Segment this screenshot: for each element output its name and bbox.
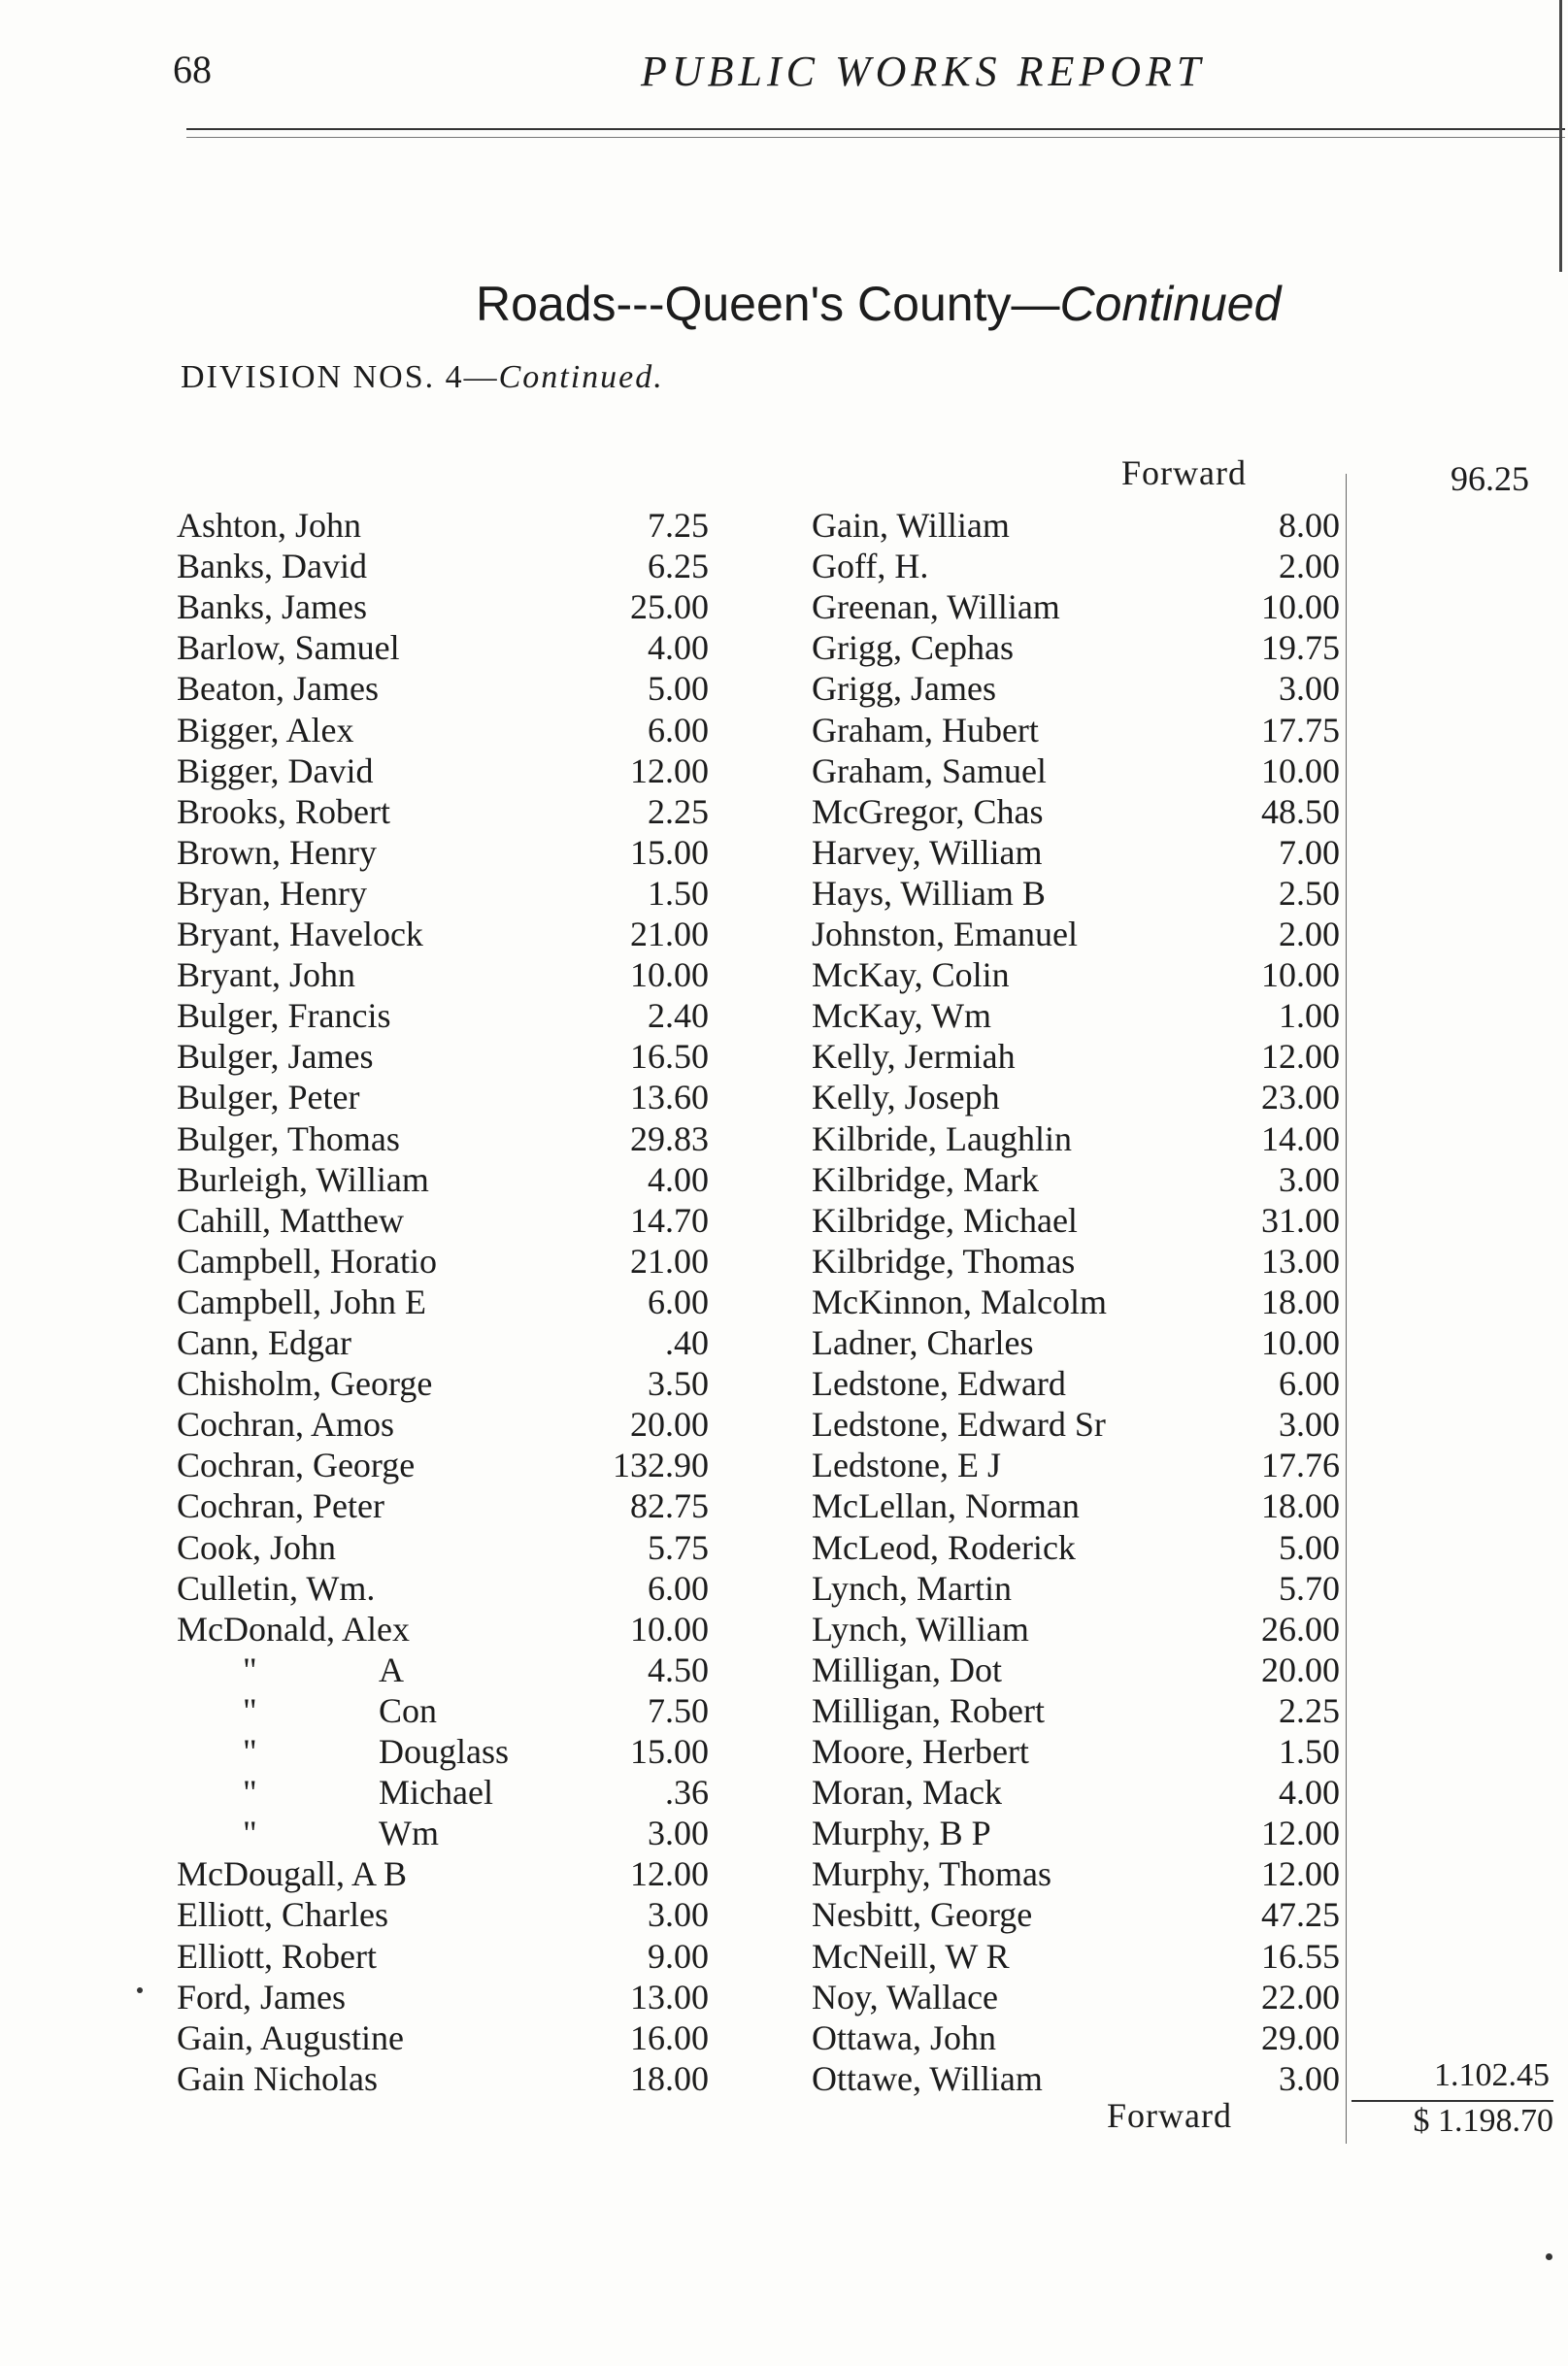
left-entry-name: Cochran, Peter: [177, 1486, 384, 1525]
left-entry-name: Ford, James: [177, 1978, 346, 2016]
left-entry-name: Campbell, John E: [177, 1283, 426, 1321]
right-entry-name: Lynch, William: [812, 1610, 1029, 1649]
right-entry-name: Kelly, Jermiah: [812, 1037, 1016, 1076]
right-entry-amount: 18.00: [1261, 1283, 1340, 1321]
amount-column-rule: [1346, 474, 1347, 2144]
right-entry-amount: 12.00: [1261, 1854, 1340, 1893]
right-entry-amount: 26.00: [1261, 1610, 1340, 1649]
left-entry-amount: 21.00: [630, 915, 709, 953]
right-entry-amount: 2.50: [1279, 874, 1340, 913]
section-title-text: Roads---Queen's County—: [476, 277, 1060, 331]
section-title: [476, 276, 1281, 332]
forward-label-top: Forward: [1121, 453, 1247, 492]
left-entry-amount: 25.00: [630, 587, 709, 626]
ditto-mark: ": [243, 1773, 257, 1812]
forward-label-bottom: Forward: [1107, 2096, 1232, 2135]
ditto-mark: ": [243, 1732, 257, 1771]
right-entry-amount: 48.50: [1261, 792, 1340, 831]
left-entry-amount: 16.50: [630, 1037, 709, 1076]
right-entry-name: Milligan, Dot: [812, 1650, 1002, 1689]
right-entry-name: Ottawa, John: [812, 2018, 996, 2057]
left-entry-amount: 9.00: [648, 1937, 709, 1976]
left-entry-name: [243, 1772, 493, 1813]
ink-mark: [137, 1987, 143, 1993]
right-entry-amount: 5.70: [1279, 1569, 1340, 1608]
left-entry-name: Bigger, Alex: [177, 711, 354, 750]
right-entry-name: Ladner, Charles: [812, 1323, 1034, 1362]
left-entry-name: Bryant, Havelock: [177, 915, 423, 953]
given-name: Michael: [379, 1773, 493, 1812]
division-continued: Continued.: [498, 359, 664, 395]
left-entry-name: Elliott, Robert: [177, 1937, 377, 1976]
right-entry-amount: 19.75: [1261, 628, 1340, 667]
right-entry-name: Grigg, Cephas: [812, 628, 1014, 667]
left-entry-amount: 132.90: [613, 1446, 709, 1484]
right-entry-amount: 3.00: [1279, 1160, 1340, 1199]
left-entry-amount: 7.25: [648, 506, 709, 545]
left-entry-amount: 15.00: [630, 1732, 709, 1771]
left-entry-name: Bryant, John: [177, 955, 355, 994]
left-entry-name: Cann, Edgar: [177, 1323, 351, 1362]
right-entry-name: Ledstone, E J: [812, 1446, 1001, 1484]
left-entry-amount: 3.50: [648, 1364, 709, 1403]
left-entry-name: Beaton, James: [177, 669, 379, 708]
left-entry-name: McDougall, A B: [177, 1854, 408, 1893]
left-entry-amount: 3.00: [648, 1814, 709, 1852]
right-entry-amount: 8.00: [1279, 506, 1340, 545]
right-entry-amount: 3.00: [1279, 1405, 1340, 1444]
left-entry-amount: 5.75: [648, 1528, 709, 1567]
right-entry-amount: 14.00: [1261, 1119, 1340, 1158]
right-entry-amount: 20.00: [1261, 1650, 1340, 1689]
right-entry-name: Kelly, Joseph: [812, 1078, 1000, 1116]
left-entry-name: Gain, Augustine: [177, 2018, 404, 2057]
right-entry-amount: 3.00: [1279, 669, 1340, 708]
left-entry-amount: 14.70: [630, 1201, 709, 1240]
left-entry-name: McDonald, Alex: [177, 1610, 410, 1649]
left-entry-name: Bulger, Francis: [177, 996, 391, 1035]
right-entry-amount: 23.00: [1261, 1078, 1340, 1116]
left-entry-amount: 2.25: [648, 792, 709, 831]
right-entry-amount: 13.00: [1261, 1242, 1340, 1281]
left-entry-amount: 10.00: [630, 1610, 709, 1649]
header-rule-thin: [186, 137, 1565, 138]
right-entry-name: Nesbitt, George: [812, 1895, 1033, 1934]
forward-total-value: 1.198.70: [1438, 2103, 1553, 2139]
left-entry-amount: 5.00: [648, 669, 709, 708]
left-entry-amount: 10.00: [630, 955, 709, 994]
right-entry-name: Kilbridge, Michael: [812, 1201, 1078, 1240]
right-entry-amount: 10.00: [1261, 751, 1340, 790]
given-name: Douglass: [379, 1732, 509, 1771]
right-entry-amount: 10.00: [1261, 587, 1340, 626]
right-entry-amount: 3.00: [1279, 2059, 1340, 2098]
right-entry-name: Murphy, B P: [812, 1814, 991, 1852]
left-entry-name: Barlow, Samuel: [177, 628, 400, 667]
right-entry-amount: 10.00: [1261, 1323, 1340, 1362]
page-edge-shadow: [1559, 0, 1562, 272]
left-entry-amount: 82.75: [630, 1486, 709, 1525]
left-entry-name: [243, 1650, 404, 1690]
left-entry-name: Banks, James: [177, 587, 367, 626]
right-entry-name: McNeill, W R: [812, 1937, 1010, 1976]
left-entry-amount: 6.25: [648, 547, 709, 585]
right-entry-amount: 7.00: [1279, 833, 1340, 872]
left-entry-amount: 4.50: [648, 1650, 709, 1689]
right-entry-amount: 2.25: [1279, 1691, 1340, 1730]
given-name: A: [379, 1650, 404, 1689]
right-entry-name: Greenan, William: [812, 587, 1060, 626]
right-entry-amount: 18.00: [1261, 1486, 1340, 1525]
left-entry-name: Elliott, Charles: [177, 1895, 388, 1934]
left-entry-name: Gain Nicholas: [177, 2059, 378, 2098]
left-entry-name: Campbell, Horatio: [177, 1242, 437, 1281]
right-entry-name: McKay, Wm: [812, 996, 991, 1035]
right-entry-amount: 47.25: [1261, 1895, 1340, 1934]
right-entry-amount: 10.00: [1261, 955, 1340, 994]
right-entry-name: McLeod, Roderick: [812, 1528, 1076, 1567]
left-entry-amount: 1.50: [648, 874, 709, 913]
left-entry-amount: .36: [665, 1773, 709, 1812]
page-number: 68: [173, 48, 212, 91]
left-entry-name: Cochran, Amos: [177, 1405, 394, 1444]
left-entry-name: Banks, David: [177, 547, 367, 585]
left-entry-amount: 2.40: [648, 996, 709, 1035]
right-entry-name: Lynch, Martin: [812, 1569, 1012, 1608]
left-entry-amount: 20.00: [630, 1405, 709, 1444]
right-entry-amount: 1.50: [1279, 1732, 1340, 1771]
left-entry-amount: 4.00: [648, 628, 709, 667]
ditto-mark: ": [243, 1650, 257, 1689]
left-entry-amount: 6.00: [648, 1283, 709, 1321]
left-entry-name: Brooks, Robert: [177, 792, 390, 831]
right-entry-amount: 5.00: [1279, 1528, 1340, 1567]
subtotal-value: 1.102.45: [1434, 2057, 1550, 2093]
right-entry-name: McKinnon, Malcolm: [812, 1283, 1107, 1321]
left-entry-name: Burleigh, William: [177, 1160, 429, 1199]
section-title-continued: Continued: [1059, 277, 1282, 331]
left-entry-amount: 12.00: [630, 751, 709, 790]
right-entry-amount: 2.00: [1279, 915, 1340, 953]
right-entry-amount: 17.75: [1261, 711, 1340, 750]
currency-sign: $: [1413, 2103, 1430, 2139]
left-entry-name: Brown, Henry: [177, 833, 377, 872]
right-entry-name: Gain, William: [812, 506, 1010, 545]
right-entry-name: Kilbride, Laughlin: [812, 1119, 1072, 1158]
left-entry-amount: 16.00: [630, 2018, 709, 2057]
given-name: Wm: [379, 1814, 439, 1852]
left-entry-name: Chisholm, George: [177, 1364, 433, 1403]
right-entry-name: McKay, Colin: [812, 955, 1010, 994]
right-entry-amount: 22.00: [1261, 1978, 1340, 2016]
forward-total: [1336, 2103, 1553, 2140]
left-entry-name: Cook, John: [177, 1528, 337, 1567]
forward-value-top: 96.25: [1451, 459, 1529, 498]
right-entry-name: Ottawe, William: [812, 2059, 1043, 2098]
right-entry-name: Noy, Wallace: [812, 1978, 999, 2016]
right-entry-name: Hays, William B: [812, 874, 1046, 913]
left-entry-name: Bulger, Thomas: [177, 1119, 400, 1158]
ditto-mark: ": [243, 1691, 257, 1730]
left-entry-name: Bulger, Peter: [177, 1078, 360, 1116]
left-entry-name: Culletin, Wm.: [177, 1569, 376, 1608]
left-entry-name: Bigger, David: [177, 751, 374, 790]
right-entry-name: Moore, Herbert: [812, 1732, 1029, 1771]
right-entry-name: Milligan, Robert: [812, 1691, 1045, 1730]
running-title: PUBLIC WORKS REPORT: [641, 48, 1206, 95]
right-entry-name: Johnston, Emanuel: [812, 915, 1078, 953]
right-entry-amount: 17.76: [1261, 1446, 1340, 1484]
right-entry-name: Ledstone, Edward: [812, 1364, 1066, 1403]
left-entry-name: Cahill, Matthew: [177, 1201, 404, 1240]
left-entry-name: [243, 1813, 439, 1853]
right-entry-amount: 29.00: [1261, 2018, 1340, 2057]
right-entry-name: Graham, Hubert: [812, 711, 1039, 750]
left-entry-amount: .40: [665, 1323, 709, 1362]
right-entry-amount: 1.00: [1279, 996, 1340, 1035]
right-entry-name: Goff, H.: [812, 547, 929, 585]
ditto-mark: ": [243, 1814, 257, 1852]
right-entry-amount: 12.00: [1261, 1037, 1340, 1076]
left-entry-amount: 7.50: [648, 1691, 709, 1730]
left-entry-amount: 29.83: [630, 1119, 709, 1158]
left-entry-name: Ashton, John: [177, 506, 362, 545]
right-entry-amount: 12.00: [1261, 1814, 1340, 1852]
right-entry-name: Kilbridge, Thomas: [812, 1242, 1076, 1281]
left-entry-name: Cochran, George: [177, 1446, 416, 1484]
right-entry-name: Harvey, William: [812, 833, 1043, 872]
right-entry-amount: 2.00: [1279, 547, 1340, 585]
left-entry-amount: 15.00: [630, 833, 709, 872]
left-entry-amount: 12.00: [630, 1854, 709, 1893]
right-entry-name: Graham, Samuel: [812, 751, 1047, 790]
division-text: DIVISION NOS. 4—: [181, 359, 499, 395]
right-entry-amount: 6.00: [1279, 1364, 1340, 1403]
left-entry-amount: 4.00: [648, 1160, 709, 1199]
right-entry-amount: 4.00: [1279, 1773, 1340, 1812]
left-entry-amount: 6.00: [648, 1569, 709, 1608]
left-entry-name: [243, 1690, 437, 1731]
left-entry-amount: 13.00: [630, 1978, 709, 2016]
right-entry-amount: 31.00: [1261, 1201, 1340, 1240]
right-entry-name: Kilbridge, Mark: [812, 1160, 1039, 1199]
left-entry-name: Bulger, James: [177, 1037, 374, 1076]
right-entry-amount: 16.55: [1261, 1937, 1340, 1976]
right-entry-name: McLellan, Norman: [812, 1486, 1080, 1525]
given-name: Con: [379, 1691, 438, 1730]
right-entry-name: Grigg, James: [812, 669, 996, 708]
left-entry-name: [243, 1731, 509, 1772]
left-entry-name: Bryan, Henry: [177, 874, 367, 913]
right-entry-name: McGregor, Chas: [812, 792, 1044, 831]
ink-mark: [1546, 2253, 1552, 2260]
right-entry-name: Murphy, Thomas: [812, 1854, 1051, 1893]
left-entry-amount: 18.00: [630, 2059, 709, 2098]
left-entry-amount: 13.60: [630, 1078, 709, 1116]
division-heading: [181, 359, 664, 396]
header-rule: [186, 128, 1565, 130]
right-entry-name: Ledstone, Edward Sr: [812, 1405, 1106, 1444]
left-entry-amount: 6.00: [648, 711, 709, 750]
subtotal-rule: [1351, 2100, 1553, 2102]
right-entry-name: Moran, Mack: [812, 1773, 1002, 1812]
left-entry-amount: 3.00: [648, 1895, 709, 1934]
left-entry-amount: 21.00: [630, 1242, 709, 1281]
